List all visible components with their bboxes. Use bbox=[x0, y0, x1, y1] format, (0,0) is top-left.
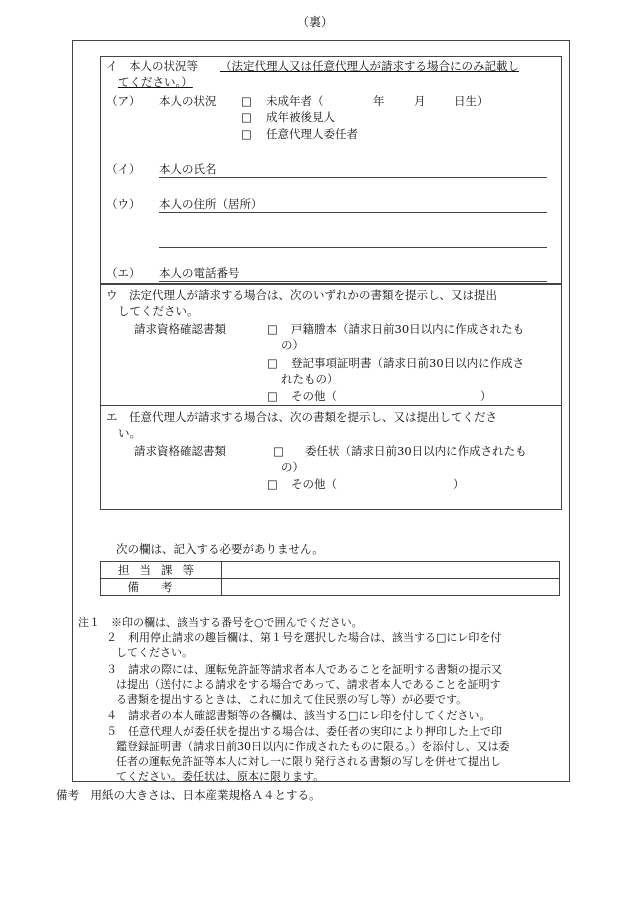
section-principal-status bbox=[100, 56, 562, 285]
option-family-register-2: の） bbox=[281, 338, 304, 352]
item-d-label: （エ） bbox=[106, 266, 141, 280]
item-d-title: 本人の電話番号 bbox=[159, 266, 240, 280]
form-frame bbox=[72, 40, 570, 782]
item-c-label: （ウ） bbox=[106, 197, 141, 211]
note-5-line2: 鑑登録証明書（請求日前30日以内に作成されたものに限る。）を添付し、又は委 bbox=[116, 740, 510, 753]
checkbox-delegator[interactable]: □ bbox=[241, 127, 252, 141]
office-row-label: 備考 bbox=[101, 579, 222, 596]
option-registry-cert-2: れたもの） bbox=[281, 372, 339, 386]
checkbox-minor[interactable]: □ bbox=[241, 94, 252, 108]
section-i-note-line2: てください。） bbox=[118, 75, 193, 89]
page-title: （裏） bbox=[296, 15, 333, 29]
footer-remark: 備考 用紙の大きさは、日本産業規格Ａ４とする。 bbox=[56, 788, 321, 802]
option-power-of-attorney-1: 委任状（請求日前30日以内に作成されたも bbox=[305, 444, 527, 458]
note-5-line3: 任者の運転免許証等本人に対し一に限り発行される書類の写しを併せて提出し bbox=[116, 755, 501, 768]
option-minor-day: 日生） bbox=[454, 94, 489, 108]
option-u-other-close: ） bbox=[480, 389, 492, 403]
option-e-other-open: その他（ bbox=[291, 477, 337, 491]
checkbox-guardian[interactable]: □ bbox=[241, 110, 252, 124]
note-3-line1: ３ 請求の際には、運転免許証等請求者本人であることを証明する書類の提示又 bbox=[106, 663, 502, 676]
item-b-label: （イ） bbox=[106, 162, 141, 176]
office-row-label: 担当課等 bbox=[101, 562, 222, 579]
checkbox-e-other[interactable]: □ bbox=[267, 477, 278, 491]
note-2-line1: ２ 利用停止請求の趣旨欄は、第１号を選択した場合は、該当する□にレ印を付 bbox=[106, 631, 502, 644]
option-minor-month: 月 bbox=[414, 94, 426, 108]
item-c-title: 本人の住所（居所） bbox=[159, 197, 263, 211]
section-u-doc-label: 請求資格確認書類 bbox=[134, 322, 226, 336]
section-divider bbox=[101, 405, 561, 406]
principal-address-line1[interactable] bbox=[159, 212, 547, 213]
option-u-other-open: その他（ bbox=[291, 389, 337, 403]
note-2-line2: してください。 bbox=[116, 646, 193, 659]
principal-phone-line[interactable] bbox=[159, 281, 547, 282]
checkbox-u-other[interactable]: □ bbox=[267, 389, 278, 403]
note-5-line1: ５ 任意代理人が委任状を提出する場合は、委任者の実印により押印した上で印 bbox=[106, 725, 502, 738]
option-minor-year: 年 bbox=[373, 94, 385, 108]
checkbox-family-register[interactable]: □ bbox=[267, 322, 278, 336]
option-registry-cert-1: 登記事項証明書（請求日前30日以内に作成さ bbox=[291, 356, 525, 370]
option-minor: 未成年者（ bbox=[266, 94, 324, 108]
note-1: 注１ ※印の欄は、該当する番号を○で囲んでください。 bbox=[78, 616, 363, 629]
section-i-heading: イ 本人の状況等 bbox=[106, 59, 198, 73]
table-row bbox=[101, 579, 560, 596]
office-use-table bbox=[100, 561, 560, 596]
section-e-line1: エ 任意代理人が請求する場合は、次の書類を提示し、又は提出してくださ bbox=[106, 410, 497, 424]
section-e-doc-label: 請求資格確認書類 bbox=[134, 444, 226, 458]
item-b-title: 本人の氏名 bbox=[159, 162, 217, 176]
principal-name-line[interactable] bbox=[159, 177, 547, 178]
section-u-line2: してください。 bbox=[118, 304, 199, 318]
note-4: ４ 請求者の本人確認書類等の各欄は、該当する□にレ印を付してください。 bbox=[106, 709, 491, 722]
option-e-other-close: ） bbox=[453, 477, 465, 491]
office-use-intro: 次の欄は、記入する必要がありません。 bbox=[116, 542, 324, 556]
note-3-line3: る書類を提出するときは、これに加えて住民票の写し等）が必要です。 bbox=[116, 693, 468, 706]
note-5-line4: てください。委任状は、原本に限ります。 bbox=[116, 770, 325, 783]
section-documents bbox=[100, 283, 562, 510]
item-a-label: （ア） bbox=[106, 94, 141, 108]
office-row-value[interactable] bbox=[222, 579, 560, 596]
principal-address-line2[interactable] bbox=[159, 247, 547, 248]
option-power-of-attorney-2: の） bbox=[281, 460, 304, 474]
checkbox-registry-cert[interactable]: □ bbox=[267, 356, 278, 370]
option-delegator: 任意代理人委任者 bbox=[266, 127, 358, 141]
note-3-line2: は提出（送付による請求をする場合であって、請求者本人であることを証明す bbox=[116, 678, 501, 691]
section-i-note-line1: （法定代理人又は任意代理人が請求する場合にのみ記載し bbox=[220, 59, 519, 73]
item-a-title: 本人の状況 bbox=[159, 94, 217, 108]
section-e-line2: い。 bbox=[118, 426, 141, 440]
option-guardian: 成年被後見人 bbox=[266, 110, 335, 124]
section-u-line1: ウ 法定代理人が請求する場合は、次のいずれかの書類を提示し、又は提出 bbox=[106, 288, 497, 302]
table-row bbox=[101, 562, 560, 579]
office-row-value[interactable] bbox=[222, 562, 560, 579]
checkbox-power-of-attorney[interactable]: □ bbox=[273, 444, 284, 458]
option-family-register-1: 戸籍謄本（請求日前30日以内に作成されたも bbox=[291, 322, 525, 336]
